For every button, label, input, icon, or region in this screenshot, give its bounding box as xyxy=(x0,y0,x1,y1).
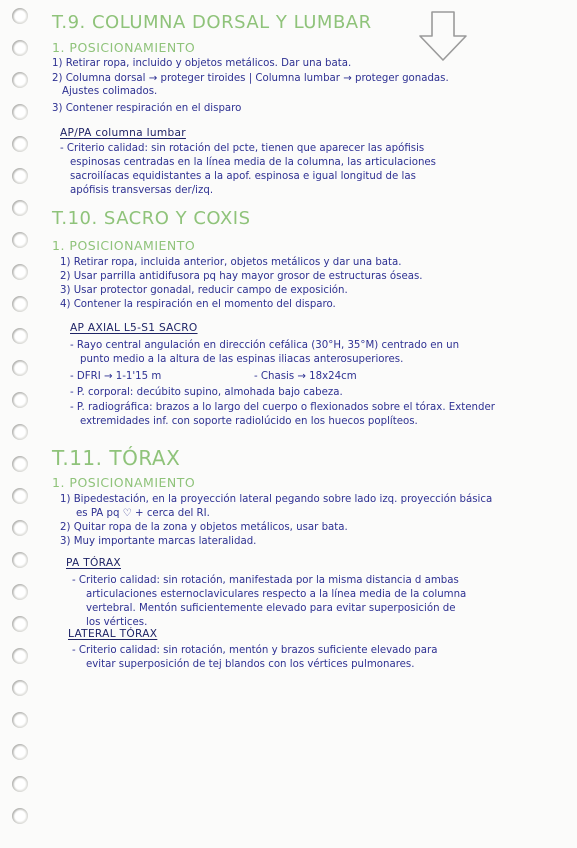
t9-criterio-line-3: sacroilíacas equidistantes a la apof. espinosa e igual longitud de las xyxy=(70,171,416,182)
t11-pa-line-3: vertebral. Mentón suficientemente elevado para evitar superposición de xyxy=(86,603,456,614)
t10-posicionamiento-heading: 1. POSICIONAMIENTO xyxy=(52,238,196,253)
spiral-hole xyxy=(12,104,28,120)
t10-subheading: AP AXIAL L5-S1 SACRO xyxy=(70,322,198,334)
t11-pa-line-4: los vértices. xyxy=(86,617,148,628)
t10-item-1: 1) Retirar ropa, incluida anterior, objetos metálicos y dar una bata. xyxy=(60,257,402,268)
spiral-hole xyxy=(12,488,28,504)
t11-item-3: 3) Muy importante marcas lateralidad. xyxy=(60,536,257,547)
arrow-down-icon xyxy=(416,10,470,62)
spiral-hole xyxy=(12,616,28,632)
spiral-hole xyxy=(12,264,28,280)
spiral-hole xyxy=(12,456,28,472)
spiral-hole xyxy=(12,520,28,536)
t9-subheading: AP/PA columna lumbar xyxy=(60,127,186,139)
spiral-holes xyxy=(12,0,40,848)
t11-item-2: 2) Quitar ropa de la zona y objetos metálicos, usar bata. xyxy=(60,522,348,533)
spiral-hole xyxy=(12,392,28,408)
t9-title: T.9. COLUMNA DORSAL Y LUMBAR xyxy=(52,12,372,33)
spiral-hole xyxy=(12,72,28,88)
t10-item-4: 4) Contener la respiración en el momento del disparo. xyxy=(60,299,336,310)
t9-item-3: 3) Contener respiración en el disparo xyxy=(52,103,242,114)
t9-item-2-cont: Ajustes colimados. xyxy=(62,86,158,97)
t9-posicionamiento-heading: 1. POSICIONAMIENTO xyxy=(52,40,196,55)
t10-detail-rayo-cont: punto medio a la altura de las espinas iliacas anterosuperiores. xyxy=(80,354,404,365)
t11-pa-line-2: articulaciones esternoclaviculares respecto a la línea media de la columna xyxy=(86,589,467,600)
t11-item-1: 1) Bipedestación, en la proyección lateral pegando sobre lado izq. proyección básica xyxy=(60,494,493,505)
spiral-hole xyxy=(12,776,28,792)
t10-item-3: 3) Usar protector gonadal, reducir campo de exposición. xyxy=(60,285,348,296)
t10-detail-pradiografica-cont: extremidades inf. con soporte radiolúcido en los huecos poplíteos. xyxy=(80,416,418,427)
t11-posicionamiento-heading: 1. POSICIONAMIENTO xyxy=(52,475,196,490)
spiral-hole xyxy=(12,296,28,312)
spiral-hole xyxy=(12,712,28,728)
spiral-hole xyxy=(12,808,28,824)
t9-item-1: 1) Retirar ropa, incluido y objetos metálicos. Dar una bata. xyxy=(52,58,352,69)
t11-lateral-line-1: - Criterio calidad: sin rotación, mentón y brazos suficiente elevado para xyxy=(72,645,438,656)
t11-lateral-line-2: evitar superposición de tej blandos con los vértices pulmonares. xyxy=(86,659,415,670)
spiral-hole xyxy=(12,136,28,152)
spiral-hole xyxy=(12,744,28,760)
t11-lateral-heading: LATERAL TÓRAX xyxy=(68,628,158,640)
t9-item-2: 2) Columna dorsal → proteger tiroides | Columna lumbar → proteger gonadas. xyxy=(52,73,449,84)
t9-criterio-line-2: espinosas centradas en la línea media de la columna, las articulaciones xyxy=(70,157,436,168)
spiral-hole xyxy=(12,328,28,344)
t11-pa-line-1: - Criterio calidad: sin rotación, manifestada por la misma distancia d ambas xyxy=(72,575,459,586)
t10-detail-pradiografica: - P. radiográfica: brazos a lo largo del cuerpo o flexionados sobre el tórax. Extender xyxy=(70,402,495,413)
t10-title: T.10. SACRO Y COXIS xyxy=(52,208,251,229)
t10-detail-rayo: - Rayo central angulación en dirección cefálica (30°H, 35°M) centrado en un xyxy=(70,340,460,351)
spiral-hole xyxy=(12,584,28,600)
spiral-hole xyxy=(12,552,28,568)
spiral-hole xyxy=(12,360,28,376)
spiral-hole xyxy=(12,424,28,440)
t11-pa-heading: PA TÓRAX xyxy=(66,557,121,569)
spiral-hole xyxy=(12,8,28,24)
spiral-hole xyxy=(12,232,28,248)
spiral-hole xyxy=(12,648,28,664)
t10-detail-pcorporal: - P. corporal: decúbito supino, almohada bajo cabeza. xyxy=(70,387,343,398)
t9-criterio-line-4: apófisis transversas der/izq. xyxy=(70,185,214,196)
t11-title: T.11. TÓRAX xyxy=(52,446,181,470)
t10-detail-chasis: - Chasis → 18x24cm xyxy=(254,371,357,382)
spiral-hole xyxy=(12,200,28,216)
t9-criterio-line-1: - Criterio calidad: sin rotación del pcte, tienen que aparecer las apófisis xyxy=(60,143,425,154)
t10-item-2: 2) Usar parrilla antidifusora pq hay mayor grosor de estructuras óseas. xyxy=(60,271,423,282)
spiral-hole xyxy=(12,40,28,56)
t11-item-1-cont: es PA pq ♡ + cerca del RI. xyxy=(76,508,210,519)
spiral-hole xyxy=(12,168,28,184)
spiral-hole xyxy=(12,680,28,696)
t10-detail-dfri: - DFRI → 1-1'15 m xyxy=(70,371,162,382)
